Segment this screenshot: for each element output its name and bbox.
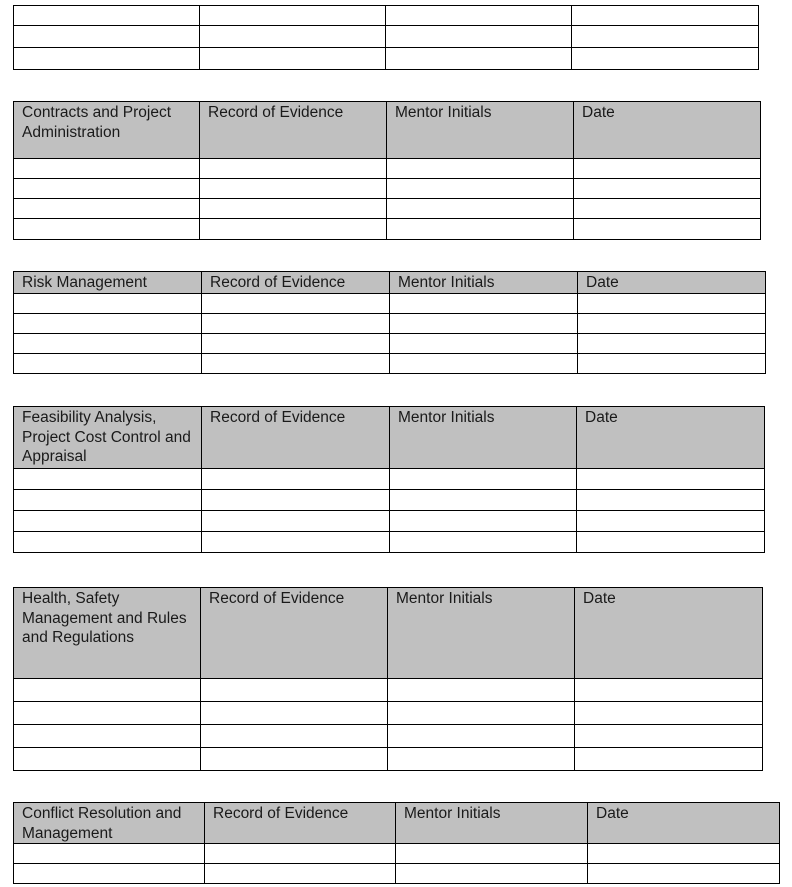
table-row [14, 511, 765, 532]
mentor-initials-label: Mentor Initials [398, 274, 495, 291]
mentor-initials-header [387, 102, 574, 159]
evidence-cell[interactable] [200, 159, 387, 179]
table-row [14, 748, 763, 771]
topic-cell[interactable] [14, 48, 200, 70]
record-of-evidence-label: Record of Evidence [210, 409, 346, 426]
mentor-initials-cell[interactable] [396, 864, 588, 884]
date-label: Date [585, 409, 618, 426]
evidence-cell[interactable] [205, 844, 396, 864]
topic-cell[interactable] [14, 702, 201, 725]
table-row [14, 48, 759, 70]
table-header-row [14, 102, 761, 159]
evidence-cell[interactable] [201, 725, 388, 748]
topic-cell[interactable] [14, 532, 202, 553]
mentor-initials-label: Mentor Initials [396, 590, 493, 607]
topic-cell[interactable] [14, 353, 202, 373]
topic-cell[interactable] [14, 679, 201, 702]
table-row [14, 26, 759, 48]
topic-cell[interactable] [14, 490, 202, 511]
topic-cell[interactable] [14, 844, 205, 864]
mentor-initials-cell[interactable] [388, 748, 575, 771]
mentor-initials-label: Mentor Initials [395, 104, 492, 121]
topic-cell[interactable] [14, 219, 200, 240]
mentor-initials-cell[interactable] [390, 313, 578, 333]
date-label: Date [596, 805, 629, 822]
mentor-initials-cell[interactable] [388, 725, 575, 748]
topic-header [14, 272, 202, 294]
date-cell[interactable] [578, 333, 766, 353]
mentor-initials-cell[interactable] [390, 469, 577, 490]
mentor-initials-cell[interactable] [388, 679, 575, 702]
table-row [14, 6, 759, 26]
date-cell[interactable] [578, 313, 766, 333]
table-header-row [14, 588, 763, 679]
topic-cell[interactable] [14, 313, 202, 333]
evidence-cell[interactable] [205, 864, 396, 884]
mentor-initials-header [390, 407, 577, 469]
topic-header [14, 803, 205, 844]
topic-cell[interactable] [14, 864, 205, 884]
table-row [14, 679, 763, 702]
topic-cell[interactable] [14, 469, 202, 490]
mentor-initials-cell[interactable] [387, 199, 574, 219]
date-cell[interactable] [572, 6, 759, 26]
table-row [14, 159, 761, 179]
evidence-cell[interactable] [200, 219, 387, 240]
evidence-cell[interactable] [202, 293, 390, 313]
date-cell[interactable] [577, 511, 765, 532]
date-cell[interactable] [574, 159, 761, 179]
date-cell[interactable] [575, 748, 763, 771]
topic-label: Contracts and Project Administration [22, 104, 172, 141]
mentor-initials-cell[interactable] [386, 26, 572, 48]
table-row [14, 702, 763, 725]
feasibility-cost-control-table [13, 406, 765, 553]
table-row [14, 532, 765, 553]
topic-cell[interactable] [14, 748, 201, 771]
table-row [14, 725, 763, 748]
date-header [588, 803, 780, 844]
record-of-evidence-header [202, 407, 390, 469]
topic-label: Conflict Resolution and Management [22, 805, 182, 842]
topic-label: Health, Safety Management and Rules and Regulations [22, 590, 187, 646]
health-safety-table [13, 587, 763, 771]
evidence-cell[interactable] [202, 469, 390, 490]
evidence-cell[interactable] [202, 313, 390, 333]
table-header-row [14, 272, 766, 294]
record-of-evidence-header [200, 102, 387, 159]
date-cell[interactable] [578, 353, 766, 373]
date-header [574, 102, 761, 159]
date-header [577, 407, 765, 469]
mentor-initials-cell[interactable] [390, 293, 578, 313]
mentor-initials-cell[interactable] [390, 353, 578, 373]
date-cell[interactable] [575, 725, 763, 748]
table-row [14, 293, 766, 313]
date-cell[interactable] [575, 679, 763, 702]
mentor-initials-cell[interactable] [387, 219, 574, 240]
topic-cell[interactable] [14, 293, 202, 313]
date-cell[interactable] [588, 864, 780, 884]
mentor-initials-header [396, 803, 588, 844]
table-row [14, 333, 766, 353]
mentor-initials-cell[interactable] [386, 48, 572, 70]
mentor-initials-cell[interactable] [396, 844, 588, 864]
table-row [14, 844, 780, 864]
date-cell[interactable] [574, 179, 761, 199]
table-row [14, 313, 766, 333]
record-of-evidence-label: Record of Evidence [213, 805, 349, 822]
evidence-cell[interactable] [202, 333, 390, 353]
record-of-evidence-label: Record of Evidence [209, 590, 345, 607]
topic-label: Feasibility Analysis, Project Cost Control and Appraisal [22, 409, 191, 465]
evidence-cell[interactable] [201, 748, 388, 771]
table-row [14, 353, 766, 373]
evidence-cell[interactable] [202, 353, 390, 373]
topic-header [14, 407, 202, 469]
topic-cell[interactable] [14, 333, 202, 353]
mentor-initials-cell[interactable] [390, 490, 577, 511]
mentor-initials-cell[interactable] [390, 333, 578, 353]
evidence-cell[interactable] [201, 679, 388, 702]
date-cell[interactable] [572, 48, 759, 70]
date-header [575, 588, 763, 679]
record-of-evidence-header [202, 272, 390, 294]
date-cell[interactable] [578, 293, 766, 313]
risk-management-table [13, 271, 766, 374]
evidence-table-continued [13, 5, 759, 70]
mentor-initials-cell[interactable] [387, 179, 574, 199]
evidence-cell[interactable] [201, 702, 388, 725]
evidence-cell[interactable] [202, 511, 390, 532]
topic-cell[interactable] [14, 26, 200, 48]
topic-label: Risk Management [22, 274, 147, 291]
table-header-row [14, 407, 765, 469]
table-row [14, 179, 761, 199]
mentor-initials-cell[interactable] [390, 511, 577, 532]
record-of-evidence-label: Record of Evidence [208, 104, 344, 121]
date-header [578, 272, 766, 294]
conflict-resolution-table [13, 802, 780, 884]
mentor-initials-label: Mentor Initials [404, 805, 501, 822]
topic-header [14, 102, 200, 159]
table-row [14, 469, 765, 490]
mentor-initials-cell[interactable] [390, 532, 577, 553]
table-row [14, 199, 761, 219]
table-row [14, 219, 761, 240]
mentor-initials-cell[interactable] [388, 702, 575, 725]
topic-cell[interactable] [14, 6, 200, 26]
date-label: Date [583, 590, 616, 607]
date-label: Date [582, 104, 615, 121]
topic-cell[interactable] [14, 179, 200, 199]
topic-cell[interactable] [14, 199, 200, 219]
date-cell[interactable] [572, 26, 759, 48]
topic-cell[interactable] [14, 725, 201, 748]
mentor-initials-header [388, 588, 575, 679]
evidence-cell[interactable] [202, 490, 390, 511]
date-cell[interactable] [575, 702, 763, 725]
date-cell[interactable] [588, 844, 780, 864]
evidence-cell[interactable] [200, 179, 387, 199]
table-row [14, 490, 765, 511]
record-of-evidence-label: Record of Evidence [210, 274, 346, 291]
mentor-initials-cell[interactable] [387, 159, 574, 179]
date-cell[interactable] [577, 490, 765, 511]
mentor-initials-header [390, 272, 578, 294]
record-of-evidence-header [205, 803, 396, 844]
record-of-evidence-header [201, 588, 388, 679]
evidence-cell[interactable] [202, 532, 390, 553]
mentor-initials-label: Mentor Initials [398, 409, 495, 426]
date-label: Date [586, 274, 619, 291]
topic-cell[interactable] [14, 511, 202, 532]
contracts-administration-table [13, 101, 761, 240]
evidence-cell[interactable] [200, 6, 386, 26]
topic-header [14, 588, 201, 679]
date-cell[interactable] [574, 199, 761, 219]
table-row [14, 864, 780, 884]
date-cell[interactable] [577, 469, 765, 490]
mentor-initials-cell[interactable] [386, 6, 572, 26]
table-header-row [14, 803, 780, 844]
evidence-cell[interactable] [200, 26, 386, 48]
evidence-cell[interactable] [200, 199, 387, 219]
evidence-cell[interactable] [200, 48, 386, 70]
date-cell[interactable] [574, 219, 761, 240]
date-cell[interactable] [577, 532, 765, 553]
topic-cell[interactable] [14, 159, 200, 179]
